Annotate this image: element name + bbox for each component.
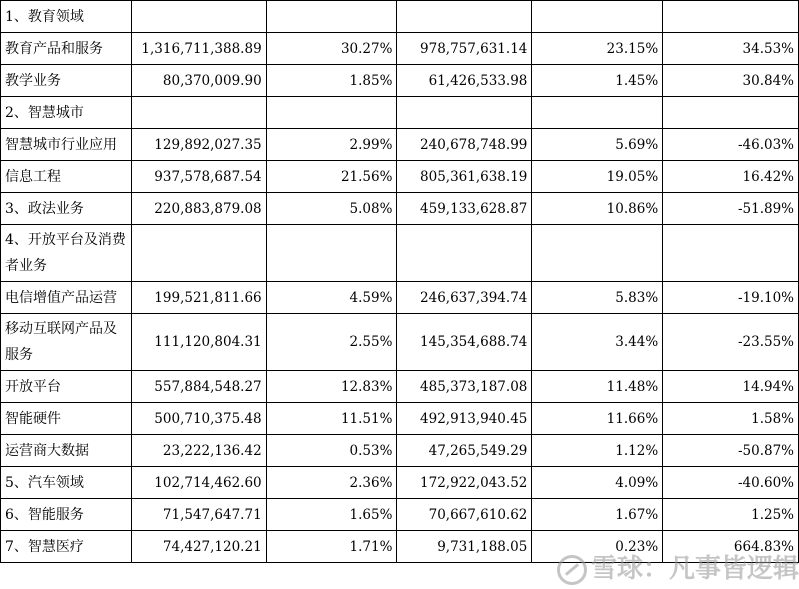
- value-cell: [131, 1, 266, 33]
- value-cell: 80,370,009.90: [131, 65, 266, 97]
- value-cell: [397, 1, 532, 33]
- value-cell: 246,637,394.74: [397, 282, 532, 314]
- value-cell: 16.42%: [663, 161, 799, 193]
- value-cell: 4.59%: [266, 282, 397, 314]
- value-cell: [131, 97, 266, 129]
- row-label-cell: 1、教育领域: [1, 1, 132, 33]
- table-row: [1, 193, 799, 225]
- value-cell: 70,667,610.62: [397, 499, 532, 531]
- value-cell: 11.51%: [266, 403, 397, 435]
- value-cell: 1,316,711,388.89: [131, 33, 266, 65]
- row-label-cell: 智慧城市行业应用: [1, 129, 132, 161]
- value-cell: 220,883,879.08: [131, 193, 266, 225]
- table-row: [1, 33, 799, 65]
- value-cell: 664.83%: [663, 531, 799, 563]
- value-cell: 485,373,187.08: [397, 371, 532, 403]
- row-label-cell: 教育产品和服务: [1, 33, 132, 65]
- value-cell: 14.94%: [663, 371, 799, 403]
- value-cell: 5.83%: [532, 282, 663, 314]
- row-label-cell: 教学业务: [1, 65, 132, 97]
- value-cell: 978,757,631.14: [397, 33, 532, 65]
- table-row: [1, 435, 799, 467]
- value-cell: 1.65%: [266, 499, 397, 531]
- value-cell: 199,521,811.66: [131, 282, 266, 314]
- value-cell: -51.89%: [663, 193, 799, 225]
- table-row: [1, 1, 799, 33]
- value-cell: 47,265,549.29: [397, 435, 532, 467]
- table-body: [1, 1, 799, 563]
- value-cell: 9,731,188.05: [397, 531, 532, 563]
- row-label-cell: 开放平台: [1, 371, 132, 403]
- value-cell: 492,913,940.45: [397, 403, 532, 435]
- row-label-cell: 6、智能服务: [1, 499, 132, 531]
- value-cell: [397, 225, 532, 282]
- value-cell: 11.66%: [532, 403, 663, 435]
- table-row: [1, 314, 799, 371]
- value-cell: [663, 97, 799, 129]
- table-row: [1, 97, 799, 129]
- value-cell: 0.53%: [266, 435, 397, 467]
- row-label-cell: 移动互联网产品及服务: [1, 314, 132, 371]
- value-cell: [663, 225, 799, 282]
- table-row: [1, 467, 799, 499]
- row-label-cell: 4、开放平台及消费者业务: [1, 225, 132, 282]
- value-cell: 1.58%: [663, 403, 799, 435]
- value-cell: 23,222,136.42: [131, 435, 266, 467]
- table-row: [1, 65, 799, 97]
- value-cell: [266, 97, 397, 129]
- row-label-cell: 智能硬件: [1, 403, 132, 435]
- value-cell: 61,426,533.98: [397, 65, 532, 97]
- value-cell: [532, 97, 663, 129]
- value-cell: 240,678,748.99: [397, 129, 532, 161]
- value-cell: 2.36%: [266, 467, 397, 499]
- row-label-cell: 3、政法业务: [1, 193, 132, 225]
- value-cell: 30.84%: [663, 65, 799, 97]
- value-cell: [663, 1, 799, 33]
- value-cell: 102,714,462.60: [131, 467, 266, 499]
- value-cell: 557,884,548.27: [131, 371, 266, 403]
- table-row: [1, 499, 799, 531]
- value-cell: 1.67%: [532, 499, 663, 531]
- value-cell: 2.99%: [266, 129, 397, 161]
- value-cell: [266, 1, 397, 33]
- value-cell: 30.27%: [266, 33, 397, 65]
- value-cell: 34.53%: [663, 33, 799, 65]
- value-cell: 12.83%: [266, 371, 397, 403]
- value-cell: -23.55%: [663, 314, 799, 371]
- value-cell: 1.85%: [266, 65, 397, 97]
- value-cell: -19.10%: [663, 282, 799, 314]
- table-row: [1, 403, 799, 435]
- table-row: [1, 282, 799, 314]
- value-cell: 1.45%: [532, 65, 663, 97]
- value-cell: 21.56%: [266, 161, 397, 193]
- value-cell: 805,361,638.19: [397, 161, 532, 193]
- value-cell: 5.08%: [266, 193, 397, 225]
- value-cell: [131, 225, 266, 282]
- row-label-cell: 5、汽车领域: [1, 467, 132, 499]
- value-cell: 11.48%: [532, 371, 663, 403]
- value-cell: 111,120,804.31: [131, 314, 266, 371]
- value-cell: 19.05%: [532, 161, 663, 193]
- table-row: [1, 161, 799, 193]
- table-row: [1, 129, 799, 161]
- value-cell: 129,892,027.35: [131, 129, 266, 161]
- value-cell: 23.15%: [532, 33, 663, 65]
- value-cell: 145,354,688.74: [397, 314, 532, 371]
- value-cell: 0.23%: [532, 531, 663, 563]
- value-cell: 1.25%: [663, 499, 799, 531]
- row-label-cell: 信息工程: [1, 161, 132, 193]
- table-row: [1, 371, 799, 403]
- value-cell: -40.60%: [663, 467, 799, 499]
- value-cell: 1.71%: [266, 531, 397, 563]
- value-cell: [266, 225, 397, 282]
- value-cell: 4.09%: [532, 467, 663, 499]
- value-cell: 172,922,043.52: [397, 467, 532, 499]
- value-cell: [532, 1, 663, 33]
- value-cell: -50.87%: [663, 435, 799, 467]
- value-cell: 71,547,647.71: [131, 499, 266, 531]
- watermark-text: 雪球：凡事皆逻辑: [591, 554, 799, 584]
- row-label-cell: 2、智慧城市: [1, 97, 132, 129]
- row-label-cell: 7、智慧医疗: [1, 531, 132, 563]
- table-row: [1, 531, 799, 563]
- value-cell: 10.86%: [532, 193, 663, 225]
- row-label-cell: 运营商大数据: [1, 435, 132, 467]
- value-cell: 5.69%: [532, 129, 663, 161]
- table-row: [1, 225, 799, 282]
- value-cell: 459,133,628.87: [397, 193, 532, 225]
- value-cell: 74,427,120.21: [131, 531, 266, 563]
- value-cell: 3.44%: [532, 314, 663, 371]
- value-cell: -46.03%: [663, 129, 799, 161]
- value-cell: [397, 97, 532, 129]
- value-cell: 1.12%: [532, 435, 663, 467]
- value-cell: 500,710,375.48: [131, 403, 266, 435]
- value-cell: [532, 225, 663, 282]
- value-cell: 2.55%: [266, 314, 397, 371]
- row-label-cell: 电信增值产品运营: [1, 282, 132, 314]
- value-cell: 937,578,687.54: [131, 161, 266, 193]
